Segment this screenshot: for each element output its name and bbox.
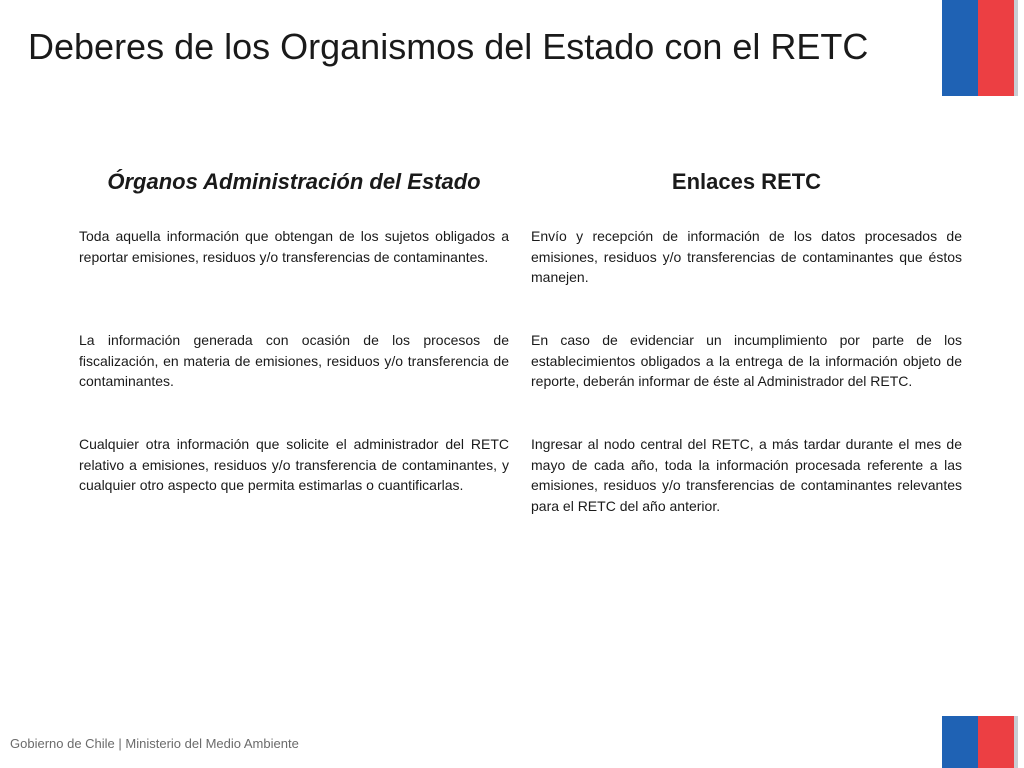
- slide-title: Deberes de los Organismos del Estado con el RETC: [28, 26, 869, 67]
- footer-text: Gobierno de Chile | Ministerio del Medio Ambiente: [10, 736, 299, 751]
- column-organos-administracion: [79, 162, 509, 493]
- paragraph-right-3: Ingresar al nodo central del RETC, a más tardar durante el mes de mayo de cada año, toda la información procesada referente a las emisiones, residuos y/o transferencias de contaminantes relevantes para el RETC del año anterior.: [531, 436, 962, 514]
- flag-red-stripe: [978, 716, 1014, 768]
- chile-flag-logo-top: [942, 0, 1014, 96]
- column-enlaces-retc: [531, 162, 962, 514]
- flag-shadow: [1014, 716, 1018, 768]
- paragraph-left-3: Cualquier otra información que solicite el administrador del RETC relativo a emisiones, residuos y/o transferencia de contaminantes, y cualquier otro aspecto que permita estimarlas o cuantificarlas.: [79, 436, 509, 493]
- column-heading-right: Enlaces RETC: [671, 169, 822, 194]
- paragraph-right-1: Envío y recepción de información de los datos procesados de emisiones, residuos y/o transferencias de contaminantes que éstos manejen.: [531, 228, 962, 285]
- flag-shadow: [1014, 0, 1018, 96]
- paragraph-right-2: En caso de evidenciar un incumplimiento por parte de los establecimientos obligados a la entrega de la información objeto de reporte, deberán informar de éste al Administrador del RETC.: [531, 332, 962, 389]
- flag-blue-stripe: [942, 716, 978, 768]
- column-heading-left: Órganos Administración del Estado: [107, 169, 481, 194]
- flag-red-stripe: [978, 0, 1014, 96]
- paragraph-left-1: Toda aquella información que obtengan de los sujetos obligados a reportar emisiones, residuos y/o transferencias de contaminantes.: [79, 228, 509, 265]
- paragraph-left-2: La información generada con ocasión de los procesos de fiscalización, en materia de emisiones, residuos y/o transferencia de contaminantes.: [79, 332, 509, 389]
- flag-blue-stripe: [942, 0, 978, 96]
- chile-flag-logo-bottom: [942, 716, 1014, 768]
